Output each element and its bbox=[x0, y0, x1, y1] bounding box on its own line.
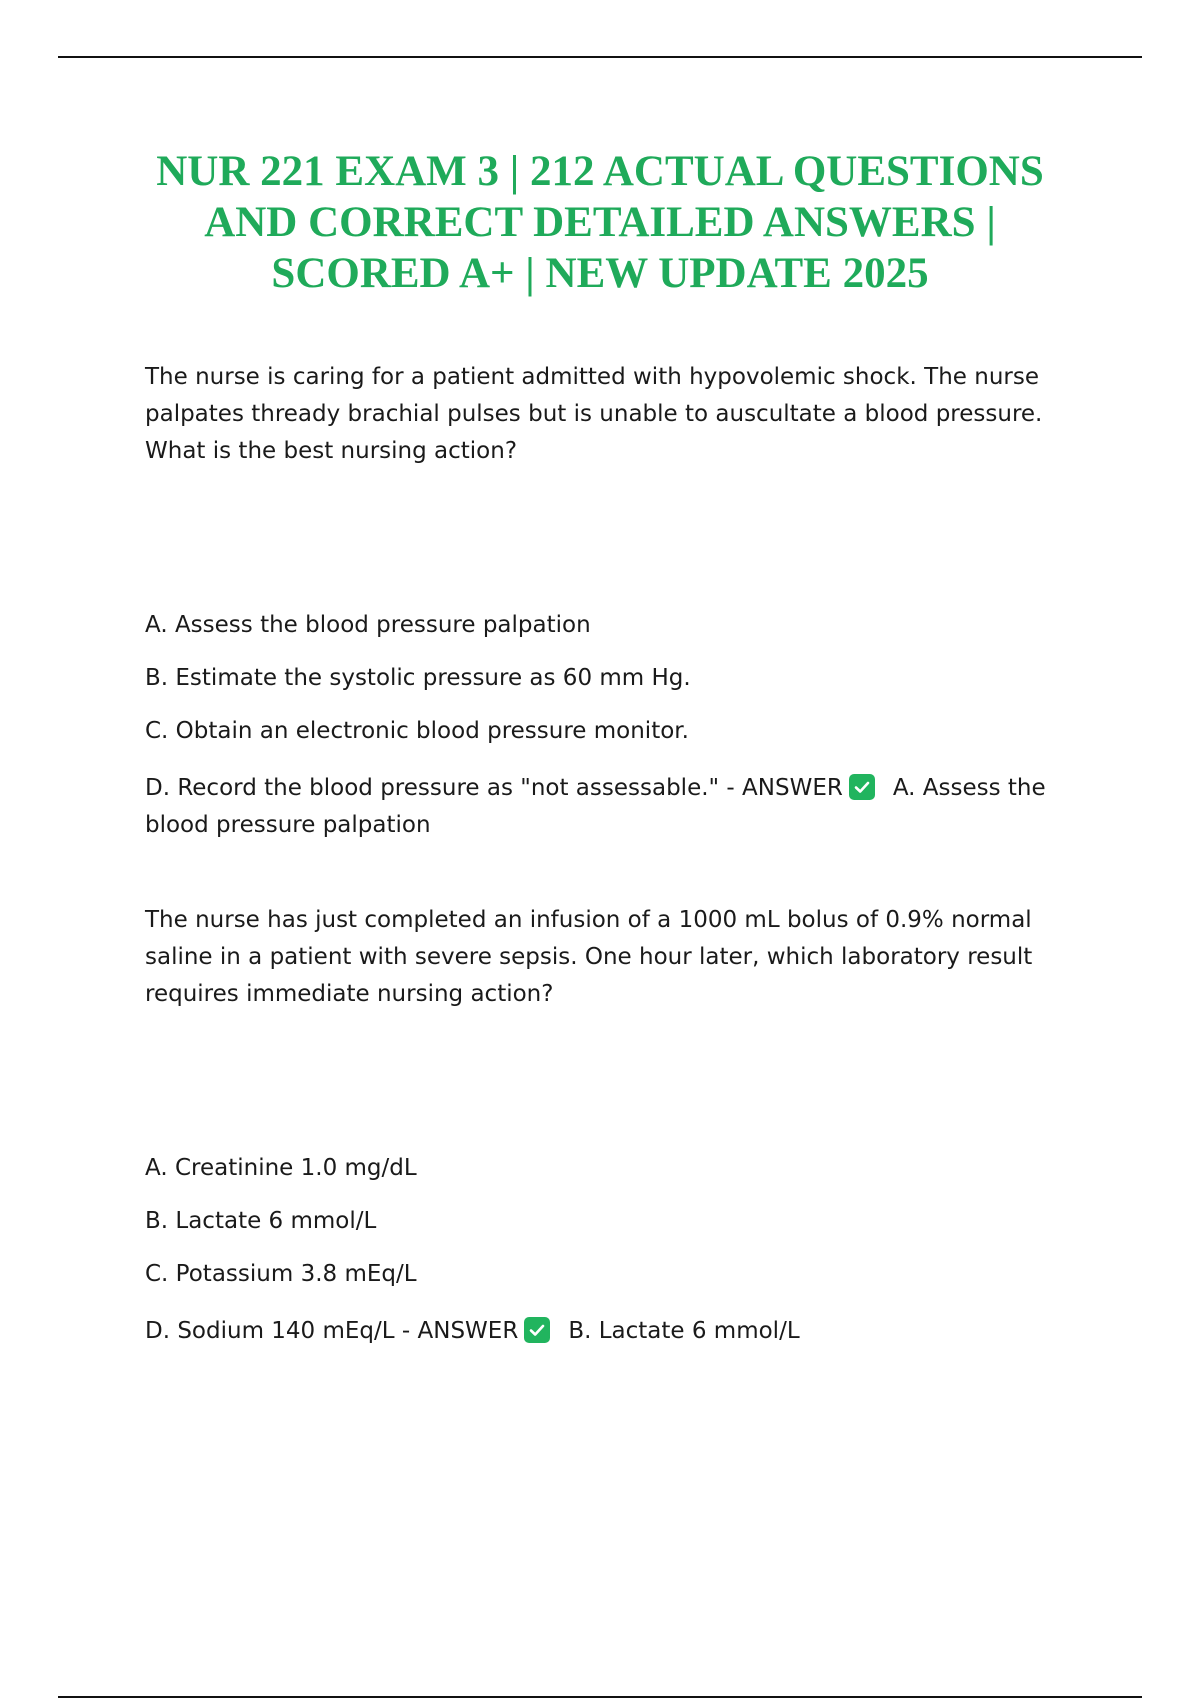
options-list bbox=[145, 607, 1045, 844]
question-line: requires immediate nursing action? bbox=[145, 981, 554, 1007]
options-list bbox=[145, 1150, 1045, 1350]
option-c: C. Potassium 3.8 mEq/L bbox=[145, 1261, 417, 1287]
option-d-with-answer bbox=[145, 770, 1045, 844]
option-b: B. Estimate the systolic pressure as 60 mm Hg. bbox=[145, 665, 691, 691]
answer-text: B. Lactate 6 mmol/L bbox=[568, 1318, 800, 1344]
question-line: The nurse is caring for a patient admitted with hypovolemic shock. The nurse bbox=[145, 364, 1039, 390]
question-line: saline in a patient with severe sepsis. One hour later, which laboratory result bbox=[145, 944, 1033, 970]
answer-text: A. Assess the bbox=[892, 775, 1046, 801]
document-title bbox=[100, 146, 1100, 299]
title-line-3: SCORED A+ | NEW UPDATE 2025 bbox=[271, 250, 929, 297]
option-c: C. Obtain an electronic blood pressure monitor. bbox=[145, 718, 689, 744]
question-block-2 bbox=[145, 902, 1045, 1350]
check-mark-icon bbox=[849, 774, 875, 800]
question-block-1 bbox=[145, 359, 1045, 844]
title-line-2: AND CORRECT DETAILED ANSWERS | bbox=[204, 199, 996, 246]
bottom-rule bbox=[58, 1696, 1142, 1698]
option-a: A. Creatinine 1.0 mg/dL bbox=[145, 1155, 417, 1181]
question-text bbox=[145, 359, 1045, 470]
option-a: A. Assess the blood pressure palpation bbox=[145, 612, 591, 638]
top-rule bbox=[58, 56, 1142, 58]
question-line: palpates thready brachial pulses but is unable to auscultate a blood pressure. bbox=[145, 401, 1043, 427]
title-line-1: NUR 221 EXAM 3 | 212 ACTUAL QUESTIONS bbox=[156, 148, 1044, 195]
question-text bbox=[145, 902, 1045, 1013]
option-d: D. Record the blood pressure as "not assessable." - ANSWER bbox=[145, 775, 843, 801]
check-mark-icon bbox=[524, 1317, 550, 1343]
option-d-with-answer bbox=[145, 1313, 1045, 1350]
option-d: D. Sodium 140 mEq/L - ANSWER bbox=[145, 1318, 519, 1344]
answer-text-continued: blood pressure palpation bbox=[145, 812, 431, 838]
question-line: The nurse has just completed an infusion of a 1000 mL bolus of 0.9% normal bbox=[145, 907, 1032, 933]
question-line: What is the best nursing action? bbox=[145, 438, 518, 464]
option-b: B. Lactate 6 mmol/L bbox=[145, 1208, 377, 1234]
